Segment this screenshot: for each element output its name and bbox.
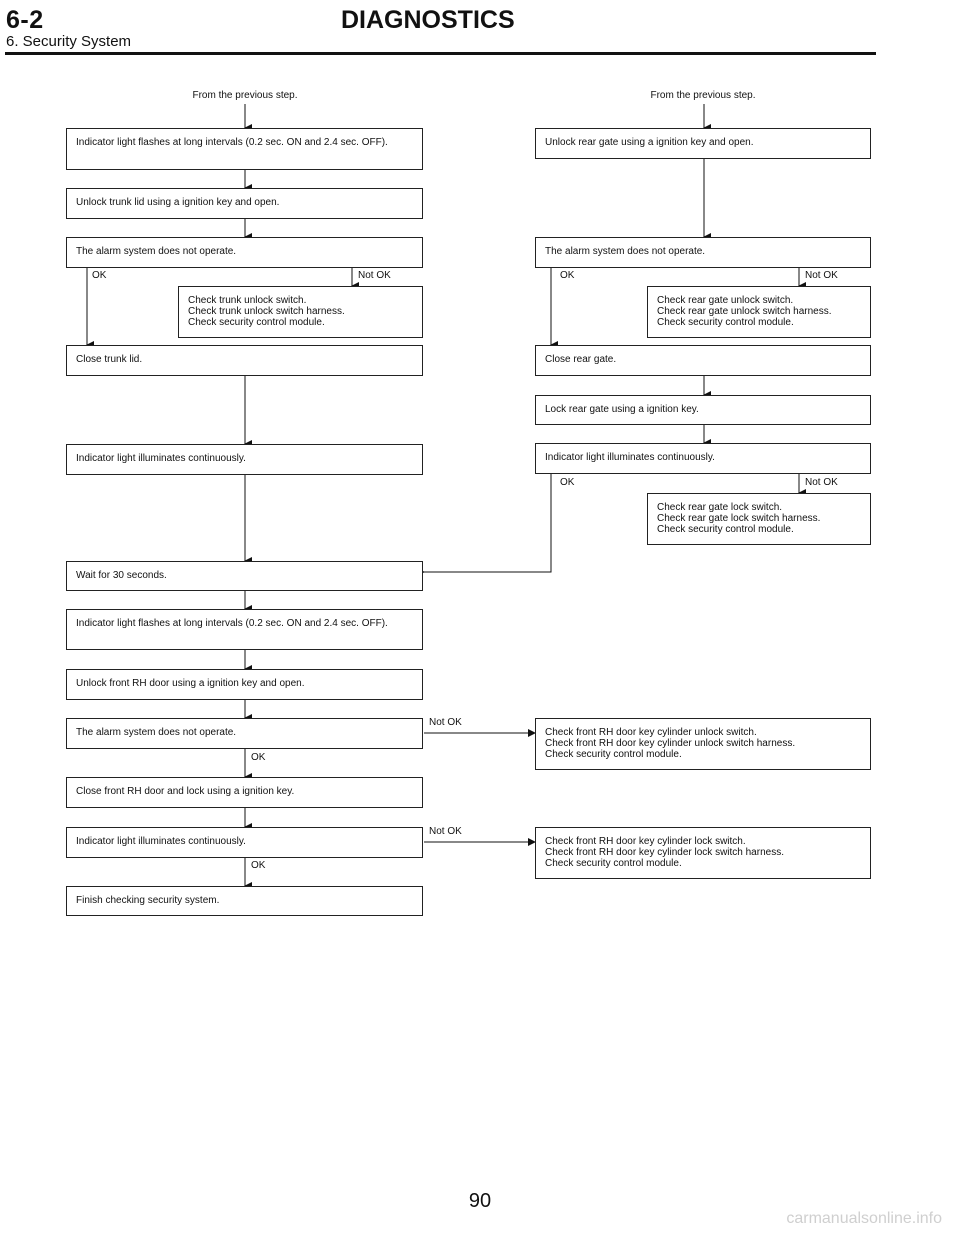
ok-label: OK (560, 270, 575, 281)
flash-step-2 (66, 609, 423, 650)
check-line: Check front RH door key cylinder lock switch. (545, 836, 746, 847)
unlock-front-step (66, 669, 423, 700)
check-line: Check security control module. (545, 858, 682, 869)
step-text: Wait for 30 seconds. (76, 570, 167, 581)
wait-step (66, 561, 423, 591)
page-number: 90 (468, 1190, 492, 1212)
right-start-label: From the previous step. (650, 90, 756, 101)
check-line: Check trunk unlock switch harness. (188, 306, 345, 317)
check-line: Check front RH door key cylinder unlock switch. (545, 727, 757, 738)
step-text: Indicator light illuminates continuously. (76, 453, 246, 464)
check-line: Check trunk unlock switch. (188, 295, 307, 306)
section-number: 6-2 (6, 6, 44, 34)
ok-label: OK (251, 860, 266, 871)
illum-gate-step (535, 443, 871, 474)
close-gate-step (535, 345, 871, 376)
not-ok-label: Not OK (805, 270, 838, 281)
alarm-check-step-1 (66, 237, 423, 268)
close-front-step (66, 777, 423, 808)
illum-step-2 (66, 827, 423, 858)
step-text: Finish checking security system. (76, 895, 220, 906)
unlock-gate-step (535, 128, 871, 159)
step-text: The alarm system does not operate. (545, 246, 706, 257)
unlock-trunk-step (66, 188, 423, 219)
step-text: Indicator light illuminates continuously. (76, 836, 246, 847)
check-gate-lock-box (647, 493, 871, 545)
finish-step (66, 886, 423, 916)
step-text: The alarm system does not operate. (76, 727, 237, 738)
ok-label: OK (251, 752, 266, 763)
check-line: Check front RH door key cylinder unlock switch harness. (545, 738, 796, 749)
connector (424, 474, 551, 572)
step-text: Lock rear gate using a ignition key. (545, 404, 699, 415)
not-ok-label: Not OK (429, 717, 462, 728)
watermark: carmanualsonline.info (786, 1210, 942, 1227)
check-line: Check security control module. (657, 317, 794, 328)
check-line: Check rear gate unlock switch. (657, 295, 794, 306)
not-ok-label: Not OK (358, 270, 391, 281)
alarm-check-gate-step (535, 237, 871, 268)
step-text: The alarm system does not operate. (76, 246, 237, 257)
check-line: Check rear gate lock switch harness. (657, 513, 821, 524)
step-text: Unlock rear gate using a ignition key and open. (545, 137, 754, 148)
check-line: Check rear gate unlock switch harness. (657, 306, 832, 317)
check-line: Check security control module. (188, 317, 325, 328)
alarm-check-step-2 (66, 718, 423, 749)
check-trunk-box (178, 286, 423, 338)
step-text: Indicator light flashes at long intervals (0.2 sec. ON and 2.4 sec. OFF). (76, 618, 388, 629)
check-line: Check security control module. (545, 749, 682, 760)
check-line: Check front RH door key cylinder lock switch harness. (545, 847, 784, 858)
step-text: Unlock front RH door using a ignition key and open. (76, 678, 305, 689)
step-text: Indicator light flashes at long intervals (0.2 sec. ON and 2.4 sec. OFF). (76, 137, 388, 148)
section-subtitle: 6. Security System (6, 33, 132, 50)
not-ok-label: Not OK (805, 477, 838, 488)
check-key-lock-box (535, 827, 871, 879)
step-text: Close trunk lid. (76, 354, 143, 365)
illum-step-1 (66, 444, 423, 475)
check-line: Check security control module. (657, 524, 794, 535)
not-ok-label: Not OK (429, 826, 462, 837)
step-text: Close front RH door and lock using a ignition key. (76, 786, 295, 797)
step-text: Unlock trunk lid using a ignition key and open. (76, 197, 280, 208)
lock-gate-step (535, 395, 871, 425)
close-trunk-step (66, 345, 423, 376)
step-text: Close rear gate. (545, 354, 617, 365)
ok-label: OK (560, 477, 575, 488)
ok-label: OK (92, 270, 107, 281)
flash-step-1 (66, 128, 423, 170)
page-title: DIAGNOSTICS (341, 6, 515, 34)
check-line: Check rear gate lock switch. (657, 502, 783, 513)
left-start-label: From the previous step. (192, 90, 298, 101)
check-gate-unlock-box (647, 286, 871, 338)
check-key-unlock-box (535, 718, 871, 770)
step-text: Indicator light illuminates continuously. (545, 452, 715, 463)
